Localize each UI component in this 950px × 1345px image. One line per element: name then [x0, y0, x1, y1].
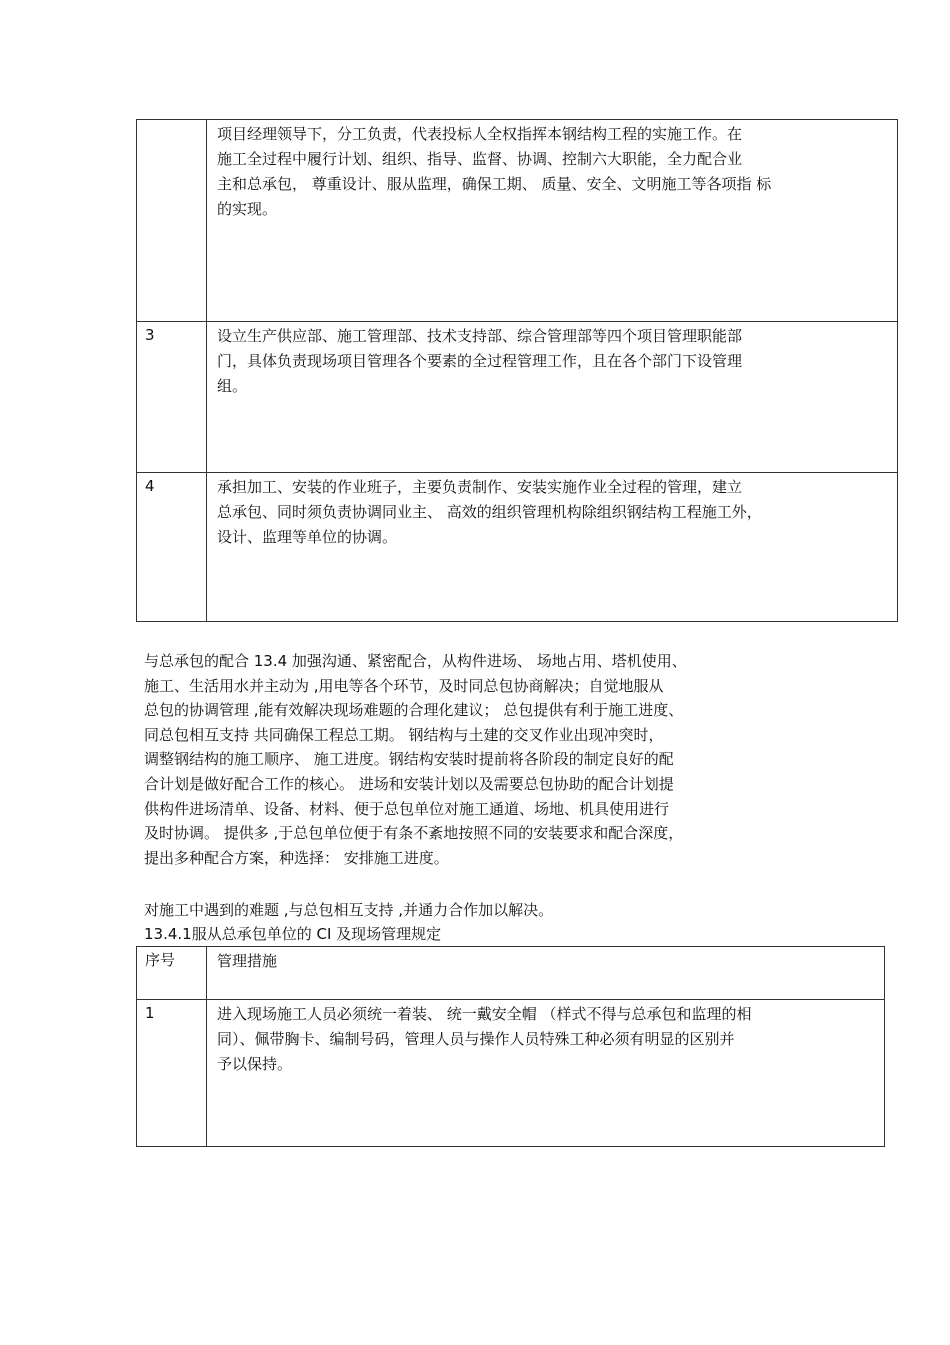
table-row: [137, 321, 897, 472]
text-line: 施工全过程中履行计划、组织、指导、监督、协调、控制六大职能，全力配合业: [217, 150, 743, 168]
row-number: 3: [137, 322, 207, 472]
row-content: [208, 322, 897, 472]
table-caption: 13.4.1服从总承包单位的 CI 及现场管理规定: [144, 925, 442, 943]
text-line: 合计划是做好配合工作的核心。 进场和安装计划以及需要总包协助的配合计划提: [144, 774, 674, 793]
text-line: 及时协调。 提供多 ,于总包单位便于有条不紊地按照不同的安装要求和配合深度，: [144, 824, 684, 843]
header-measures: [208, 947, 884, 999]
row-content: [208, 473, 897, 621]
measures-table-2: [136, 946, 885, 1147]
text-line: 设立生产供应部、施工管理部、技术支持部、综合管理部等四个项目管理职能部: [217, 327, 743, 345]
table-header-row: [137, 947, 884, 999]
text-line: 的实现。: [217, 200, 278, 218]
table-row: [137, 999, 884, 1146]
text-line: 设计、监理等单位的协调。: [217, 528, 398, 546]
text-line: 供构件进场清单、设备、材料、便于总包单位对施工通道、场地、机具使用进行: [144, 799, 670, 818]
row-number: 4: [137, 473, 207, 621]
measures-table-1: [136, 119, 898, 622]
text-line: 主和总承包， 尊重设计、服从监理，确保工期、 质量、安全、文明施工等各项指 标: [217, 175, 772, 193]
text-line: 与总承包的配合 13.4 加强沟通、紧密配合，从构件进场、 场地占用、塔机使用、: [144, 652, 687, 670]
text-line: 同）、佩带胸卡、编制号码，管理人员与操作人员特殊工种必须有明显的区别并: [217, 1030, 735, 1048]
text-line: 门，具体负责现场项目管理各个要素的全过程管理工作，且在各个部门下设管理: [217, 352, 743, 370]
text-line: 总包的协调管理 ,能有效解决现场难题的合理化建议； 总包提供有利于施工进度、: [144, 701, 684, 720]
row-content: [208, 120, 897, 321]
text-line: 同总包相互支持 共同确保工程总工期。 钢结构与土建的交叉作业出现冲突时，: [144, 725, 664, 744]
table-row: [137, 472, 897, 621]
row-number: 1: [137, 1000, 207, 1146]
text-line: 项目经理领导下，分工负责，代表投标人全权指挥本钢结构工程的实施工作。在: [217, 125, 743, 143]
text-line: 施工、生活用水并主动为 ,用电等各个环节，及时同总包协商解决；自觉地服从: [144, 676, 664, 695]
text-line: 调整钢结构的施工顺序、 施工进度。钢结构安装时提前将各阶段的制定良好的配: [144, 750, 674, 769]
text-line: 组。: [217, 377, 248, 395]
row-content: [208, 1000, 884, 1146]
text-line: 总承包、同时须负责协调同业主、 高效的组织管理机构除组织钢结构工程施工外，: [217, 503, 762, 521]
header-number: 序号: [137, 947, 207, 999]
text-line: 进入现场施工人员必须统一着装、 统一戴安全帽 （样式不得与总承包和监理的相: [217, 1005, 752, 1023]
table-row: [137, 120, 897, 321]
coordination-paragraph: [144, 649, 864, 870]
header-label: 管理措施: [217, 952, 278, 970]
row-number: [137, 120, 207, 321]
text-line: 承担加工、安装的作业班子，主要负责制作、安装实施作业全过程的管理，建立: [217, 478, 743, 496]
text-line: 提出多种配合方案，种选择： 安排施工进度。: [144, 848, 449, 867]
text-line: 予以保持。: [217, 1055, 293, 1073]
support-paragraph: 对施工中遇到的难题 ,与总包相互支持 ,并通力合作加以解决。: [144, 901, 554, 919]
